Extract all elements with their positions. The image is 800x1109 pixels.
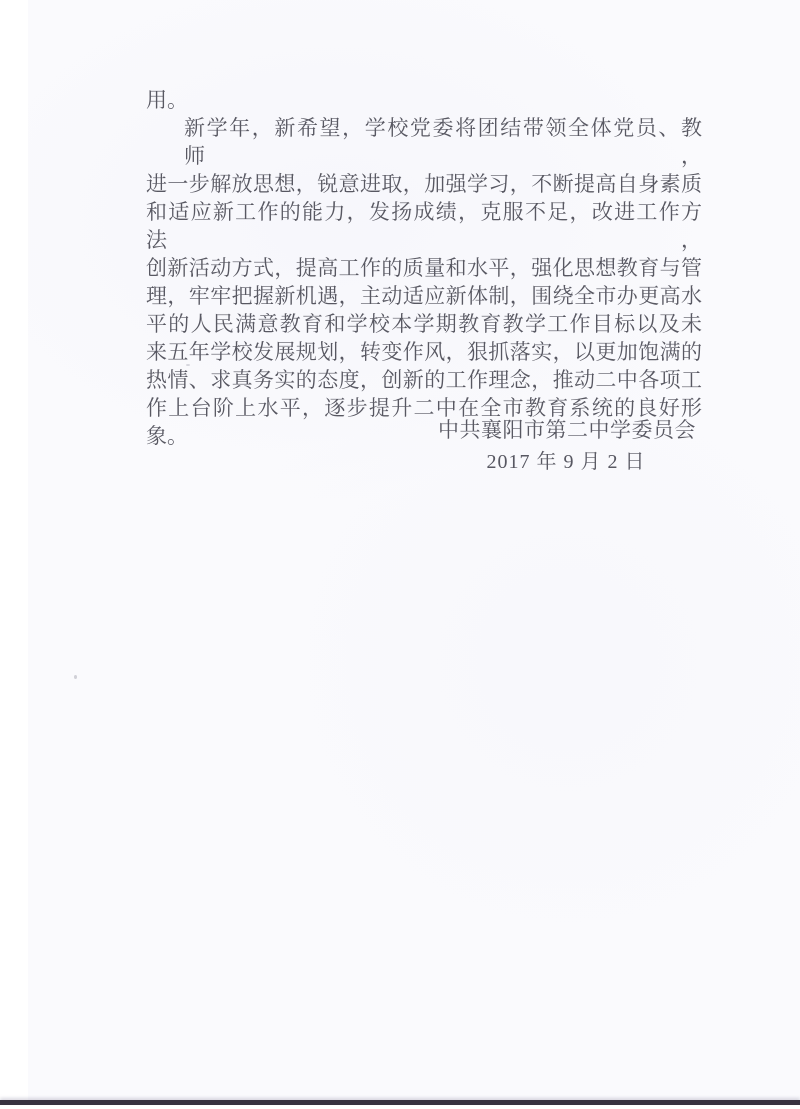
scan-speck: [186, 364, 190, 366]
signature-organization: 中共襄阳市第二中学委员会: [438, 418, 696, 442]
text-line: 新学年，新希望，学校党委将团结带领全体党员、教师，: [184, 116, 702, 168]
signature-date: 2017 年 9 月 2 日: [486, 451, 646, 473]
signature-block: [438, 417, 694, 475]
scanner-edge-line: [0, 1100, 800, 1105]
scan-speck: [74, 675, 77, 679]
text-line: 平的人民满意教育和学校本学期教育教学工作目标以及未: [146, 312, 702, 336]
text-line: 用。: [146, 88, 188, 112]
body-text: [146, 86, 702, 450]
text-line: 来五年学校发展规划，转变作风，狠抓落实，以更加饱满的: [146, 340, 702, 364]
text-line: 象。: [146, 424, 188, 448]
text-line: 作上台阶上水平，逐步提升二中在全市教育系统的良好形: [146, 396, 702, 420]
text-line: 热情、求真务实的态度，创新的工作理念，推动二中各项工: [146, 368, 702, 392]
text-line: 进一步解放思想，锐意进取，加强学习，不断提高自身素质: [146, 172, 702, 196]
text-line: 创新活动方式，提高工作的质量和水平，强化思想教育与管: [146, 256, 702, 280]
text-line: 理，牢牢把握新机遇，主动适应新体制，围绕全市办更高水: [146, 284, 702, 308]
text-line: 和适应新工作的能力，发扬成绩，克服不足，改进工作方法，: [146, 200, 702, 252]
